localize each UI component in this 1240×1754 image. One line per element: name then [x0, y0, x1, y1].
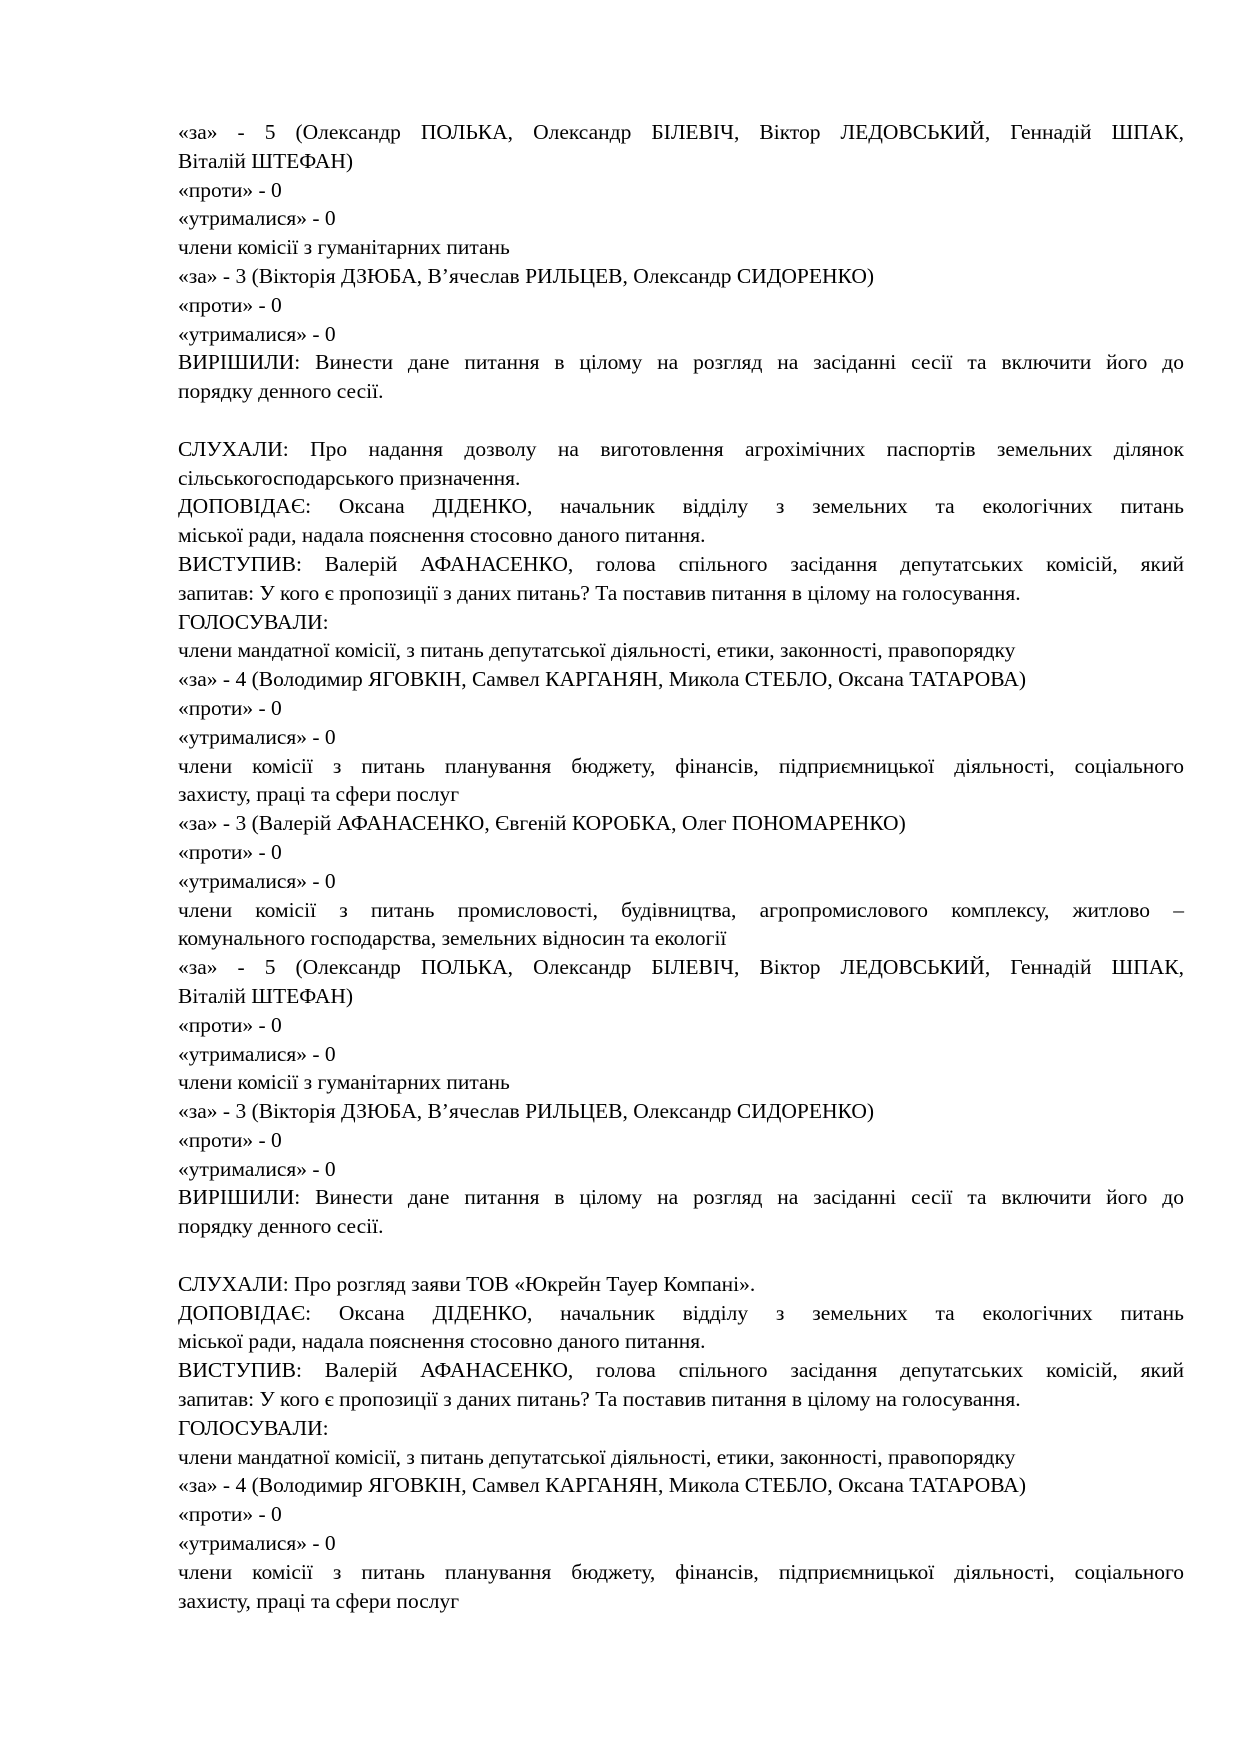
text-line: міської ради, надала пояснення стосовно даного питання.: [178, 1329, 706, 1354]
text-line: запитав: У кого є пропозиції з даних питань? Та поставив питання в цілому на голосування.: [178, 580, 1021, 605]
text-line: міської ради, надала пояснення стосовно даного питання.: [178, 523, 706, 548]
text-line: «за» - 3 (Валерій АФАНАСЕНКО, Євгеній КОРОБКА, Олег ПОНОМАРЕНКО): [178, 811, 906, 836]
text-line: захисту, праці та сфери послуг: [178, 782, 460, 807]
text-line: ГОЛОСУВАЛИ:: [178, 609, 329, 634]
text-line: «проти» - 0: [178, 695, 282, 720]
text-line: «проти» - 0: [178, 292, 282, 317]
text-line: члени комісії з питань планування бюджету, фінансів, підприємницької діяльності, соціального: [178, 1559, 1184, 1584]
text-line: сільськогосподарського призначення.: [178, 465, 521, 490]
text-line: «утрималися» - 0: [178, 868, 336, 893]
text-line: ВИРІШИЛИ: Винести дане питання в цілому на розгляд на засіданні сесії та включити його до: [178, 1185, 1184, 1210]
text-line: «утрималися» - 0: [178, 1531, 336, 1556]
text-line: «за» - 5 (Олександр ПОЛЬКА, Олександр БІЛЕВІЧ, Віктор ЛЕДОВСЬКИЙ, Геннадій ШПАК,: [178, 120, 1184, 144]
text-line: «проти» - 0: [178, 1012, 282, 1037]
text-line: члени комісії з гуманітарних питань: [178, 235, 510, 260]
text-line: ДОПОВІДАЄ: Оксана ДІДЕНКО, начальник відділу з земельних та екологічних питань: [178, 1300, 1184, 1325]
text-line: Віталій ШТЕФАН): [178, 983, 354, 1008]
text-line: комунального господарства, земельних відносин та екології: [178, 926, 727, 951]
text-line: СЛУХАЛИ: Про розгляд заяви ТОВ «Юкрейн Тауер Компані».: [178, 1271, 756, 1296]
text-line: «проти» - 0: [178, 1502, 282, 1527]
text-line: «за» - 4 (Володимир ЯГОВКІН, Самвел КАРГАНЯН, Микола СТЕБЛО, Оксана ТАТАРОВА): [178, 667, 1026, 692]
text-line: «утрималися» - 0: [178, 206, 336, 231]
text-line: ВИРІШИЛИ: Винести дане питання в цілому на розгляд на засіданні сесії та включити його до: [178, 350, 1184, 375]
text-line: «утрималися» - 0: [178, 321, 336, 346]
blank-line: [178, 406, 1184, 435]
text-line: ВИСТУПИВ: Валерій АФАНАСЕНКО, голова спільного засідання депутатських комісій, який: [178, 1358, 1184, 1383]
text-line: «проти» - 0: [178, 1127, 282, 1152]
text-line: порядку денного сесії.: [178, 1214, 384, 1239]
blank-line: [178, 1241, 1184, 1270]
text-line: члени мандатної комісії, з питань депутатської діяльності, етики, законності, правопорядку: [178, 638, 1016, 663]
text-line: запитав: У кого є пропозиції з даних питань? Та поставив питання в цілому на голосування.: [178, 1387, 1021, 1412]
text-line: члени комісії з питань промисловості, будівництва, агропромислового комплексу, житлово –: [178, 897, 1184, 922]
text-line: «за» - 3 (Вікторія ДЗЮБА, В’ячеслав РИЛЬЦЕВ, Олександр СИДОРЕНКО): [178, 1099, 875, 1124]
text-line: «за» - 4 (Володимир ЯГОВКІН, Самвел КАРГАНЯН, Микола СТЕБЛО, Оксана ТАТАРОВА): [178, 1473, 1026, 1498]
text-line: «утрималися» - 0: [178, 1156, 336, 1181]
text-line: ДОПОВІДАЄ: Оксана ДІДЕНКО, начальник відділу з земельних та екологічних питань: [178, 494, 1184, 519]
document-page: [178, 118, 1184, 1615]
text-line: «проти» - 0: [178, 839, 282, 864]
text-line: «проти» - 0: [178, 177, 282, 202]
text-line: захисту, праці та сфери послуг: [178, 1588, 460, 1613]
text-line: члени комісії з питань планування бюджету, фінансів, підприємницької діяльності, соціального: [178, 753, 1184, 778]
text-line: члени комісії з гуманітарних питань: [178, 1070, 510, 1095]
text-line: ГОЛОСУВАЛИ:: [178, 1415, 329, 1440]
text-line: «утрималися» - 0: [178, 1041, 336, 1066]
text-line: «за» - 5 (Олександр ПОЛЬКА, Олександр БІЛЕВІЧ, Віктор ЛЕДОВСЬКИЙ, Геннадій ШПАК,: [178, 955, 1184, 980]
text-line: «за» - 3 (Вікторія ДЗЮБА, В’ячеслав РИЛЬЦЕВ, Олександр СИДОРЕНКО): [178, 263, 875, 288]
text-line: члени мандатної комісії, з питань депутатської діяльності, етики, законності, правопорядку: [178, 1444, 1016, 1469]
text-line: порядку денного сесії.: [178, 379, 384, 404]
text-line: Віталій ШТЕФАН): [178, 148, 354, 173]
text-line: ВИСТУПИВ: Валерій АФАНАСЕНКО, голова спільного засідання депутатських комісій, який: [178, 551, 1184, 576]
text-line: СЛУХАЛИ: Про надання дозволу на виготовлення агрохімічних паспортів земельних ділянок: [178, 436, 1184, 461]
text-line: «утрималися» - 0: [178, 724, 336, 749]
